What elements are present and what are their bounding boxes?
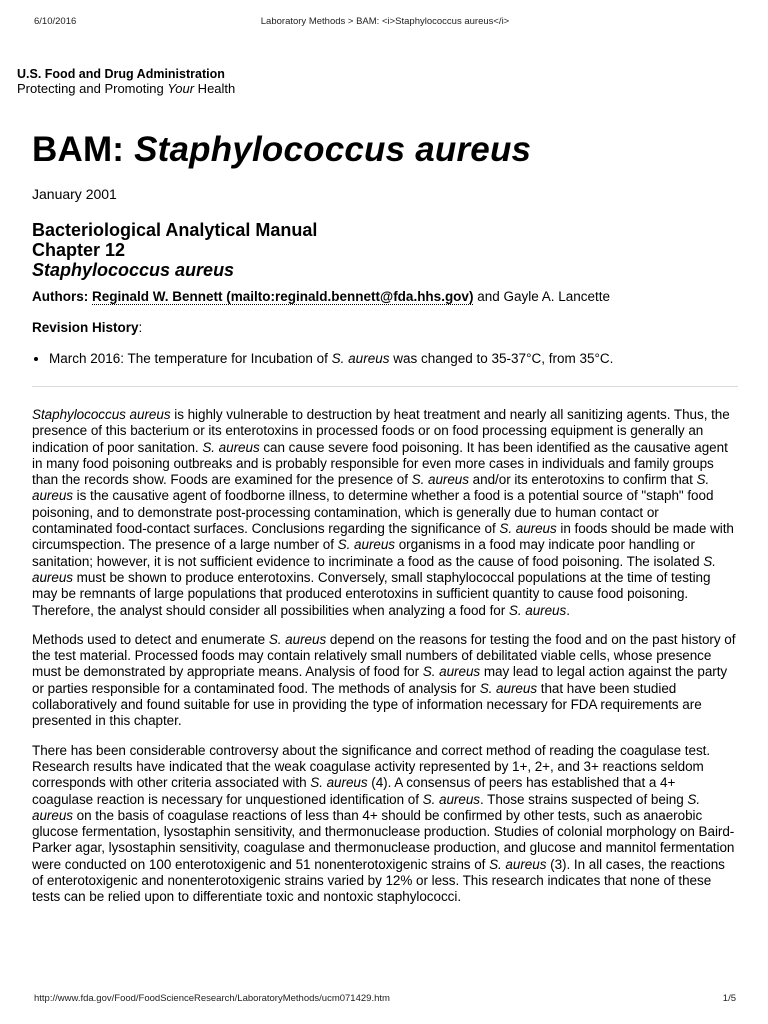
manual-heading	[32, 220, 738, 280]
agency-tagline	[17, 81, 235, 96]
tagline-post: Health	[194, 81, 236, 96]
authors-rest: and Gayle A. Lancette	[473, 289, 611, 304]
title-prefix: BAM:	[32, 130, 135, 169]
author-email-link[interactable]: Reginald W. Bennett (mailto:reginald.bennett@fda.hhs.gov)	[92, 289, 474, 304]
revision-history-label: Revision History:	[32, 320, 143, 335]
main-content	[32, 130, 738, 919]
page-title	[32, 130, 738, 170]
revision-list	[32, 350, 738, 367]
body-paragraph: Staphylococcus aureus is highly vulnerable to destruction by heat treatment and nearly all sanitizing agents. Thus, the presence of this bacterium or its enterotoxins in processed foods or on food processing equipment is generally an indication of poor sanitation. S. aureus can cause severe food poisoning. It has been identified as the causative agent in many food poisoning outbreaks and is probably responsible for even more cases in individuals and family groups than the records show. Foods are examined for the presence of S. aureus and/or its enterotoxins to confirm that S. aureus is the causative agent of foodborne illness, to determine whether a food is a potential source of "staph" food poisoning, and to demonstrate post-processing contamination, which is generally due to human contact or contaminated food-contact surfaces. Conclusions regarding the significance of S. aureus in foods should be made with circumspection. The presence of a large number of S. aureus organisms in a food may indicate poor handling or sanitation; however, it is not sufficient evidence to incriminate a food as the cause of food poisoning. The isolated S. aureus must be shown to produce enterotoxins. Conversely, small staphylococcal populations at the time of testing may be remnants of large populations that produced enterotoxins in sufficient quantity to cause food poisoning. Therefore, the analyst should consider all possibilities when analyzing a food for S. aureus.	[32, 407, 734, 618]
print-date: 6/10/2016	[34, 16, 77, 27]
divider	[32, 386, 738, 387]
manual-name: Bacteriological Analytical Manual	[32, 220, 318, 240]
chapter-title: Staphylococcus aureus	[32, 260, 235, 280]
agency-header	[17, 67, 235, 96]
tagline-em: Your	[167, 81, 195, 96]
body-text	[32, 407, 738, 906]
publication-date: January 2001	[32, 186, 117, 202]
title-organism: Staphylococcus aureus	[134, 130, 532, 169]
print-header	[34, 16, 736, 30]
page-number: 1/5	[722, 993, 736, 1004]
body-paragraph: There has been considerable controversy about the significance and correct method of reading the coagulase test. Research results have indicated that the weak coagulase activity represented by 1+, 2+, and 3+ reactions seldom corresponds with other criteria associated with S. aureus (4). A consensus of peers has established that a 4+ coagulase reaction is necessary for unquestioned identification of S. aureus. Those strains suspected of being S. aureus on the basis of coagulase reactions of less than 4+ should be confirmed by other tests, such as anaerobic glucose fermentation, lysostaphin sensitivity, and thermonuclease production. Studies of colonial morphology on Baird-Parker agar, lysostaphin sensitivity, coagulase and thermonuclease production, and glucose and mannitol fermentation were conducted on 100 enterotoxigenic and 51 nonenterotoxigenic strains of S. aureus (3). In all cases, the reactions of enterotoxigenic and nonenterotoxigenic strains varied by 12% or less. This research indicates that none of these tests can be relied upon to differentiate toxic and nontoxic staphylococci.	[32, 742, 735, 905]
body-paragraph: Methods used to detect and enumerate S. aureus depend on the reasons for testing the food and on the past history of the test material. Processed foods may contain relatively small numbers of debilitated viable cells, whose presence must be demonstrated by appropriate means. Analysis of food for S. aureus may lead to legal action against the party or parties responsible for a contaminated food. The methods of analysis for S. aureus that have been studied collaboratively and found suitable for use in providing the type of information necessary for FDA requirements are presented in this chapter.	[32, 631, 736, 729]
authors-label: Authors:	[32, 289, 89, 304]
print-footer	[34, 993, 736, 1007]
revision-item: • March 2016: The temperature for Incubation of S. aureus was changed to 35-37°C, from 35°C.	[49, 350, 738, 367]
print-url: http://www.fda.gov/Food/FoodScienceResearch/LaboratoryMethods/ucm071429.htm	[34, 993, 390, 1004]
tagline-pre: Protecting and Promoting	[17, 81, 168, 96]
agency-name[interactable]: U.S. Food and Drug Administration	[17, 67, 225, 81]
chapter-number: Chapter 12	[32, 240, 126, 260]
print-page-title: Laboratory Methods > BAM: <i>Staphylococcus aureus</i>	[260, 16, 510, 27]
authors-line	[32, 288, 738, 305]
